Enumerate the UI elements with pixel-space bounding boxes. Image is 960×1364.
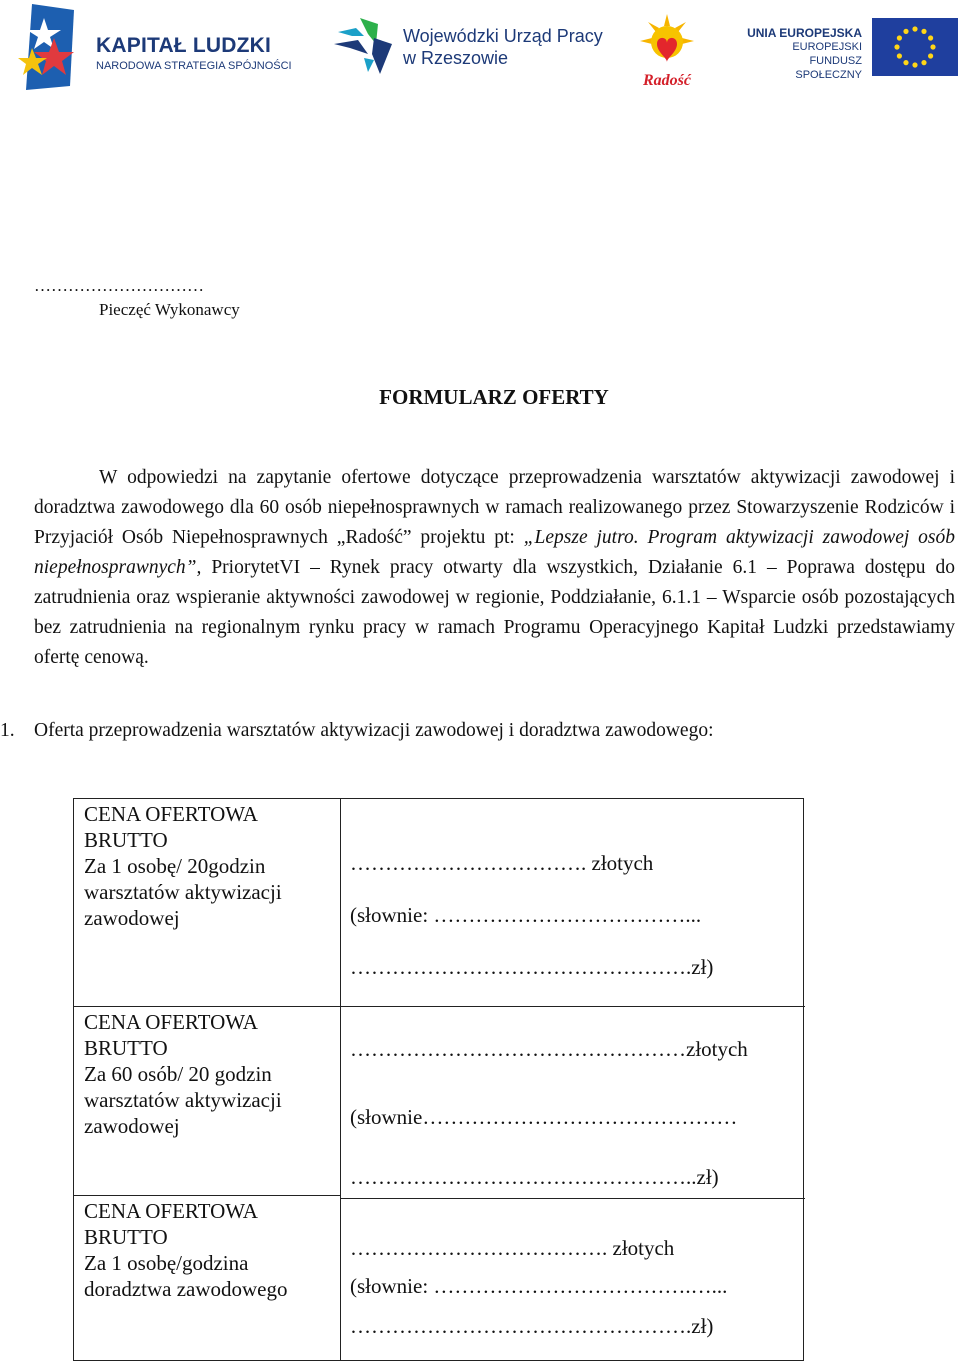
price-in-words-field[interactable]: (słownie……………………………………… bbox=[350, 1105, 738, 1129]
wup-name-line1: Wojewódzki Urząd Pracy bbox=[403, 26, 603, 46]
intro-text bbox=[34, 463, 955, 673]
intro-part1: W odpowiedzi na zapytanie ofertowe dotyczące przeprowadzenia warsztatów aktywizacji zawodowej i doradztwa zawodowego dla 60 osób niepełnosprawnych w ramach realizowanego przez Stowarzyszenie Rodziców i Przyjaciół Osób Niepełnosprawnych „Radość” projektu pt: bbox=[34, 467, 955, 548]
price-in-words-continuation[interactable]: ………………………………………….zł) bbox=[350, 955, 714, 979]
eu-line3: FUNDUSZ SPOŁECZNY bbox=[795, 55, 862, 81]
table-column-divider bbox=[340, 799, 341, 1360]
stamp-placeholder: ………………………… bbox=[34, 276, 204, 295]
kapital-ludzki-logo bbox=[18, 4, 293, 94]
table-row-divider bbox=[340, 1198, 805, 1199]
price-label-counselling-hour: CENA OFERTOWA BRUTTO Za 1 osobę/godzina doradztwa zawodowego bbox=[84, 1199, 288, 1301]
price-in-words-continuation[interactable]: ………………………………………….zł) bbox=[350, 1314, 714, 1338]
price-amount-field[interactable]: ……………………………. złotych bbox=[350, 851, 654, 875]
document-title: FORMULARZ OFERTY bbox=[379, 385, 609, 409]
offer-price-table bbox=[73, 798, 804, 1361]
price-label-per-person: CENA OFERTOWA BRUTTO Za 1 osobę/ 20godzin warsztatów aktywizacji zawodowej bbox=[84, 802, 282, 930]
price-in-words-field[interactable]: (słownie: ………………………………... bbox=[350, 903, 702, 927]
intro-part2: PriorytetVI – Rynek pracy otwarty dla wszystkich, Działanie 6.1 – Poprawa dostępu do zatrudnienia oraz wspieranie aktywności zawodowej w regionie, Poddziałanie, 6.1.1 – Wsparcie osób pozostających bez zatrudnienia na regionalnym rynku pracy w ramach Programu Operacyjnego Kapitał Ludzki przedstawiamy ofertę cenową. bbox=[34, 557, 955, 668]
section-point-1 bbox=[0, 720, 713, 742]
price-label-60-persons: CENA OFERTOWA BRUTTO Za 60 osób/ 20 godzin warsztatów aktywizacji zawodowej bbox=[84, 1010, 282, 1138]
eu-line1: UNIA EUROPEJSKA bbox=[747, 26, 862, 40]
header-logos bbox=[0, 0, 960, 100]
point-text: Oferta przeprowadzenia warsztatów aktywizacji zawodowej i doradztwa zawodowego: bbox=[34, 720, 714, 741]
project-title: „Lepsze jutro. Program aktywizacji zawodowej osób niepełnosprawnych”, bbox=[34, 527, 956, 578]
table-row-divider bbox=[74, 1195, 340, 1196]
point-number: 1. bbox=[0, 720, 15, 741]
wup-logo bbox=[334, 14, 604, 76]
price-in-words-field[interactable]: (słownie: ……………………………….…... bbox=[350, 1274, 728, 1298]
radosc-logo-text: Radość bbox=[643, 72, 691, 89]
sun-heart-icon bbox=[640, 14, 694, 72]
kapital-ludzki-subtitle: NARODOWA STRATEGIA SPÓJNOŚCI bbox=[96, 60, 292, 72]
kapital-ludzki-star-icon bbox=[18, 4, 90, 94]
intro-paragraph bbox=[34, 463, 955, 673]
eu-logo-text bbox=[744, 26, 862, 82]
wup-birds-icon bbox=[334, 14, 398, 76]
radosc-logo bbox=[640, 14, 694, 94]
kapital-ludzki-title: KAPITAŁ LUDZKI bbox=[96, 34, 272, 57]
stamp-label: Pieczęć Wykonawcy bbox=[99, 300, 240, 319]
table-row-divider bbox=[74, 1006, 805, 1007]
price-amount-field[interactable]: …………………………………………złotych bbox=[350, 1037, 748, 1061]
price-in-words-continuation[interactable]: …………………………………………..zł) bbox=[350, 1165, 719, 1189]
price-amount-field[interactable]: ………………………………. złotych bbox=[350, 1236, 675, 1260]
eu-line2: EUROPEJSKI bbox=[792, 41, 862, 53]
eu-logo bbox=[744, 18, 958, 81]
wup-name-line2: w Rzeszowie bbox=[403, 48, 509, 68]
eu-flag-icon bbox=[872, 18, 958, 76]
